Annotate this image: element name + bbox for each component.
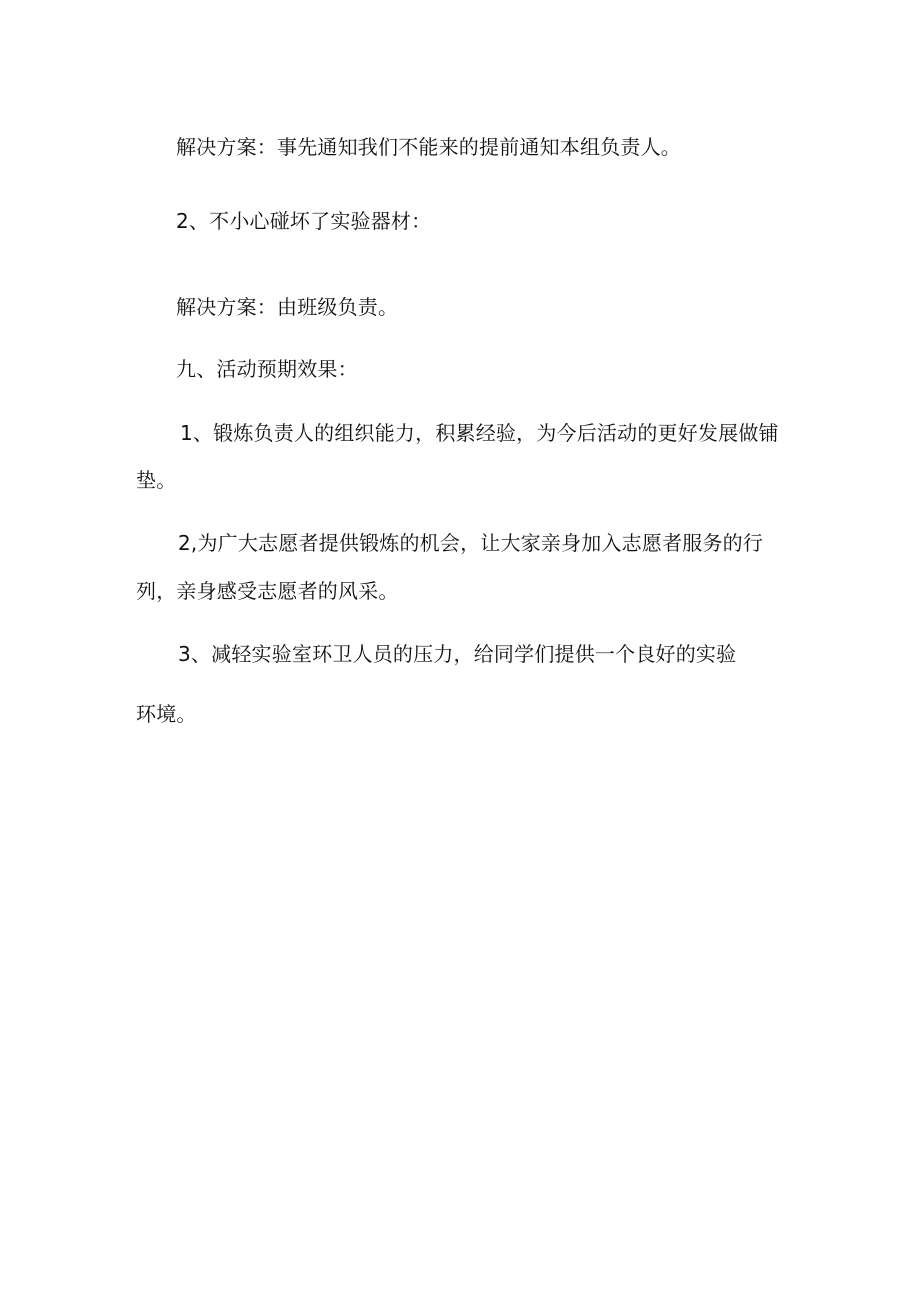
- effect-1-line-1: 1、锻炼负责人的组织能力，积累经验，为今后活动的更好发展做铺: [180, 421, 779, 445]
- effect-1-line-2: 垫。: [136, 468, 177, 492]
- solution-class-responsibility-line: 解决方案：由班级负责。: [176, 295, 399, 319]
- section-heading-expected-effects: 九、活动预期效果：: [176, 357, 358, 381]
- solution-notify-line: 解决方案：事先通知我们不能来的提前通知本组负责人。: [176, 135, 681, 159]
- effect-2-line-1: 2,为广大志愿者提供锻炼的机会，让大家亲身加入志愿者服务的行: [178, 531, 764, 555]
- issue-equipment-damage-line: 2、不小心碰坏了实验器材：: [176, 209, 432, 233]
- effect-3-line-2: 环境。: [136, 702, 197, 726]
- effect-2-line-2: 列，亲身感受志愿者的风采。: [136, 579, 399, 603]
- effect-3-line-1: 3、减轻实验室环卫人员的压力，给同学们提供一个良好的实验: [178, 642, 737, 666]
